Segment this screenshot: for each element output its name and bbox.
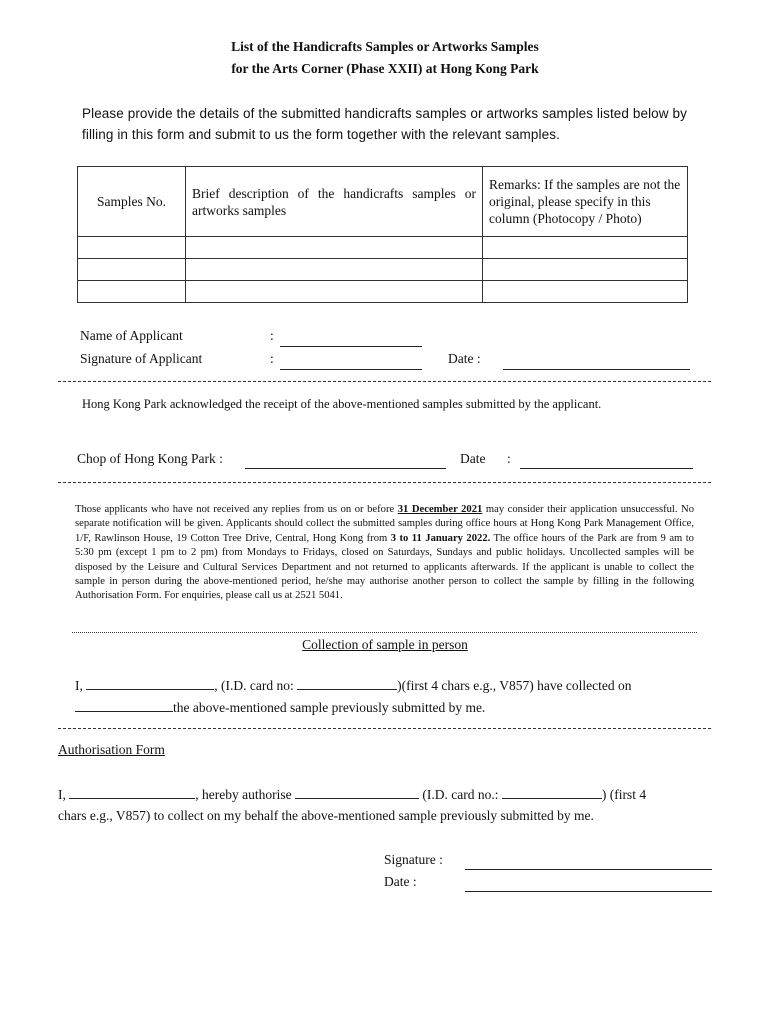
title-line-1: List of the Handicrafts Samples or Artworks Samples <box>231 39 539 54</box>
collection-period: 3 to 11 January 2022. <box>390 532 491 544</box>
notice-text-3: The office hours of the Park are from 9 am to 5:30 pm (except 1 pm to 2 pm) from Mondays to Fridays, closed on Saturdays, Sundays and public holidays. Uncollected samples will be disposed by the Leisure and Cultural Services Department and not returned to applicants afterwards. If the applicant is unable to collect the sample in person during the above-mentioned period, he/she may authorise another person to collect the sample by filling in the following Authorisation Form. For enquiries, please call us at 2521 5041. <box>75 532 694 602</box>
collection-line-1 <box>75 677 632 694</box>
authorisation-signature-label: Signature : <box>384 852 443 867</box>
collection-text-previous: the above-mentioned sample previously submitted by me. <box>173 700 486 715</box>
header-samples-no: Samples No. <box>78 167 186 237</box>
title-line-2: for the Arts Corner (Phase XXII) at Hong Kong Park <box>231 61 539 76</box>
name-of-applicant-field[interactable] <box>280 346 422 347</box>
colon: : <box>507 451 511 466</box>
authoriser-name-field[interactable] <box>69 786 195 799</box>
authorisation-date-label: Date : <box>384 874 417 889</box>
signature-of-applicant-label: Signature of Applicant <box>80 351 203 366</box>
header-remarks: Remarks: If the samples are not the original, please specify in this column (Photocopy / Photo) <box>483 167 688 237</box>
divider <box>58 381 711 382</box>
authorisation-signature-field[interactable] <box>465 869 712 870</box>
collection-line-2 <box>75 699 485 716</box>
chop-label: Chop of Hong Kong Park : <box>77 451 223 466</box>
authorisation-text-first4: ) (first 4 <box>601 787 647 802</box>
chop-date-label: Date <box>460 451 486 466</box>
colon: : <box>270 351 274 366</box>
authorisation-line-2: chars e.g., V857) to collect on my behalf the above-mentioned sample previously submitted by me. <box>58 808 594 823</box>
intro-paragraph: Please provide the details of the submitted handicrafts samples or artworks samples listed below by filling in this form and submit to us the form together with the relevant samples. <box>82 106 687 142</box>
chop-field[interactable] <box>245 468 446 469</box>
collection-text-chars: )(first 4 chars e.g., V857) have collected on <box>397 678 632 693</box>
authorisation-heading: Authorisation Form <box>58 742 165 757</box>
table-header-row <box>78 167 688 237</box>
cell-samples-no[interactable] <box>78 237 186 259</box>
notice-text-1: Those applicants who have not received any replies from us on or before <box>75 504 395 515</box>
samples-table <box>77 166 688 303</box>
authorisation-text-id: (I.D. card no.: <box>422 787 499 802</box>
divider <box>58 482 711 483</box>
cell-description[interactable] <box>186 237 483 259</box>
cell-remarks[interactable] <box>483 237 688 259</box>
authorised-id-field[interactable] <box>502 786 602 799</box>
collection-text-i: I, <box>75 678 83 693</box>
authorisation-text-authorise: , hereby authorise <box>195 787 292 802</box>
dotted-divider <box>72 632 697 633</box>
authorisation-date-field[interactable] <box>465 891 712 892</box>
cell-remarks[interactable] <box>483 259 688 281</box>
cell-samples-no[interactable] <box>78 259 186 281</box>
acknowledgement-text: Hong Kong Park acknowledged the receipt of the above-mentioned samples submitted by the applicant. <box>82 397 602 411</box>
divider <box>58 728 711 729</box>
colon: : <box>270 328 274 343</box>
table-row <box>78 259 688 281</box>
cell-remarks[interactable] <box>483 281 688 303</box>
collector-name-field[interactable] <box>86 677 214 690</box>
chop-date-field[interactable] <box>520 468 693 469</box>
name-of-applicant-label: Name of Applicant <box>80 328 183 343</box>
authorisation-text-i: I, <box>58 787 66 802</box>
applicant-date-label: Date : <box>448 351 481 366</box>
collection-date-field[interactable] <box>75 699 173 712</box>
collection-heading: Collection of sample in person <box>302 637 468 652</box>
authorised-person-field[interactable] <box>295 786 419 799</box>
signature-of-applicant-field[interactable] <box>280 369 422 370</box>
collector-id-field[interactable] <box>297 677 397 690</box>
table-row <box>78 281 688 303</box>
cell-description[interactable] <box>186 259 483 281</box>
notice-text-2: may consider their application unsuccessful. No separate notification will be given. Applicants should collect the submitted samples during office hours at Hong Kong Park Management Office, 1/F, Rawlinson House, 19 Cotton Tree Drive, Central, Hong Kong from <box>75 504 695 544</box>
applicant-date-field[interactable] <box>503 369 690 370</box>
cell-samples-no[interactable] <box>78 281 186 303</box>
header-description: Brief description of the handicrafts samples or artworks samples <box>186 167 483 237</box>
table-row <box>78 237 688 259</box>
cell-description[interactable] <box>186 281 483 303</box>
deadline-date: 31 December 2021 <box>397 504 483 515</box>
authorisation-line-1 <box>58 786 646 803</box>
notice-paragraph <box>75 503 694 604</box>
collection-text-id: , (I.D. card no: <box>214 678 294 693</box>
